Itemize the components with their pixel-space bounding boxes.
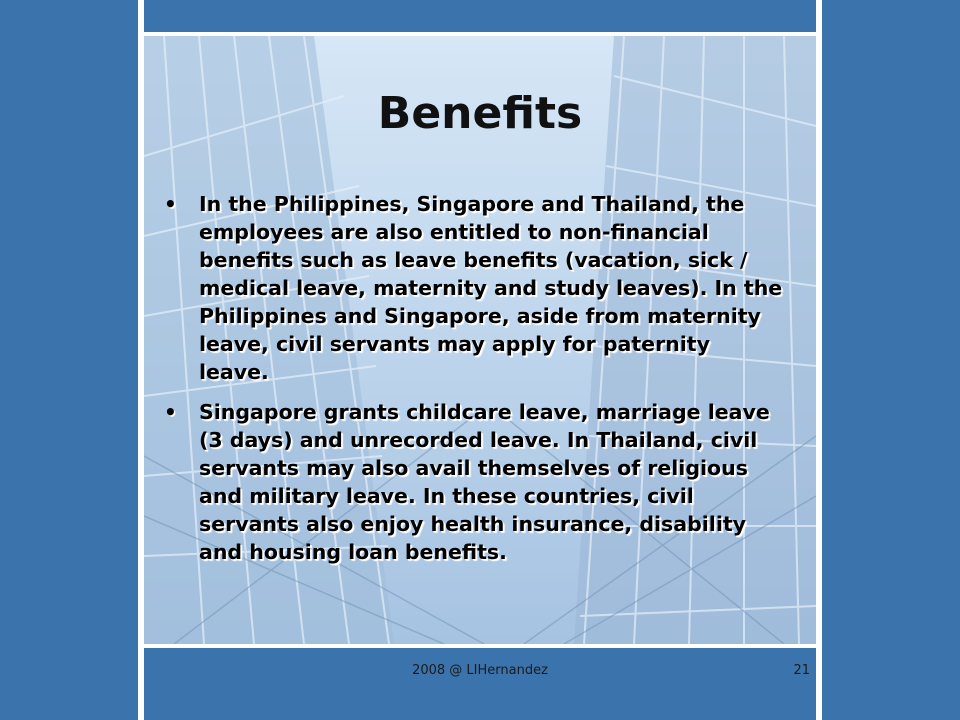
bullet-text: Singapore grants childcare leave, marriage leave (3 days) and unrecorded leave. In Thailand, civil servants may also avail themselves of religious and military leave. In these countries, civil servants also enjoy health insurance, disability and housing loan benefits. bbox=[199, 400, 770, 564]
bullet-list bbox=[144, 190, 816, 578]
bullet-icon: • bbox=[164, 400, 177, 424]
top-band bbox=[144, 0, 816, 32]
footer-credit: 2008 @ LIHernandez bbox=[412, 663, 548, 678]
bullet-item bbox=[144, 398, 816, 566]
page-number: 21 bbox=[793, 663, 810, 678]
slide-title: Benefits bbox=[377, 88, 583, 139]
bullet-item bbox=[144, 190, 816, 386]
bullet-text: In the Philippines, Singapore and Thailand, the employees are also entitled to non-financial benefits such as leave benefits (vacation, sick / medical leave, maternity and study leaves). In the Philippines and Singapore, aside from maternity leave, civil servants may apply for paternity leave. bbox=[199, 192, 783, 384]
bullet-icon: • bbox=[164, 192, 177, 216]
frame-line-right bbox=[816, 0, 822, 720]
footer-band bbox=[144, 648, 816, 720]
slide-panel bbox=[144, 36, 816, 644]
